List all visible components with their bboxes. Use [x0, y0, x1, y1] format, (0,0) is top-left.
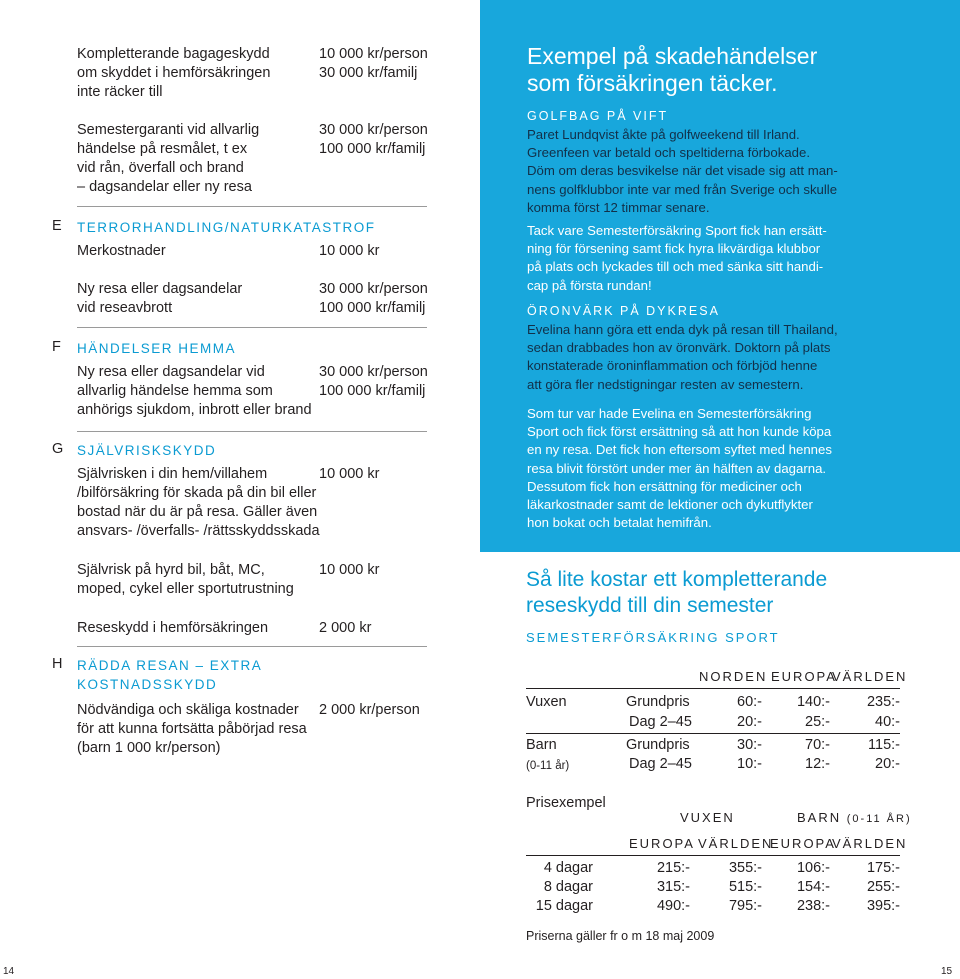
page-number-left: 14 — [3, 966, 15, 977]
price-cell: 10:- — [737, 756, 762, 772]
price-cell: 20:- — [737, 714, 762, 730]
example-panel — [480, 0, 960, 552]
section-letter-e: E — [52, 218, 62, 234]
ny-resa-e-label: Ny resa eller dagsandelar vid reseavbrott — [77, 281, 243, 316]
price-cell: 60:- — [737, 694, 762, 710]
price-cell: 30:- — [737, 737, 762, 753]
example-heading-golfbag: GOLFBAG PÅ VIFT — [527, 109, 669, 123]
section-letter-f: F — [52, 339, 61, 355]
price-cell: 40:- — [875, 714, 900, 730]
sjalvrisk-hem-label: Självrisken i din hem/villahem /bilförsäkring för skada på din bil eller bostad när du är på resa. Gäller även ansvars- /överfalls- /rättsskyddsskada — [77, 466, 320, 539]
sjalvrisk-hyrd-value: 10 000 kr — [319, 562, 380, 578]
price-cell: 215:- — [656, 860, 690, 876]
sjalvrisk-hyrd-label: Självrisk på hyrd bil, båt, MC, moped, cykel eller sportutrustning — [77, 562, 294, 597]
col-header-europa: EUROPA — [771, 669, 837, 684]
reseskydd-hem-value: 2 000 kr — [319, 620, 372, 636]
group-header-barn: BARN (0-11 ÅR) — [797, 810, 912, 825]
section-heading-f: HÄNDELSER HEMMA — [77, 341, 237, 356]
price-cell: 255:- — [866, 879, 900, 895]
price-cell: 12:- — [805, 756, 830, 772]
section-heading-e: TERRORHANDLING/NATURKATASTROF — [77, 220, 376, 235]
sjalvrisk-hem-value: 10 000 kr — [319, 466, 380, 482]
col-header-varlden: VÄRLDEN — [832, 669, 908, 684]
price-cell: 175:- — [866, 860, 900, 876]
price-cell: 140:- — [796, 694, 830, 710]
col-header-varlden: VÄRLDEN — [698, 836, 774, 851]
section-heading-h: RÄDDA RESAN – EXTRA KOSTNADSSKYDD — [77, 658, 263, 692]
example-heading-oronvark: ÖRONVÄRK PÅ DYKRESA — [527, 304, 720, 318]
merkostnader-label: Merkostnader — [77, 243, 166, 259]
divider — [77, 206, 427, 207]
oronvark-outcome: Som tur var hade Evelina en Semesterförsäkring Sport och fick först ersättning så att hon kunde köpa en ny resa. Det fick hon eftersom syftet med hennes resa blivit förstört under mer än hälften av dagarna. Dessutom fick hon ersättning för mediciner och läkarkostnader samt de lektioner och dykutflykter hon bokat och betalat hemifrån. — [527, 406, 832, 531]
price-cell: 235:- — [866, 694, 900, 710]
row-label-barn-age: (0-11 år) — [526, 760, 570, 772]
semestergaranti-values: 30 000 kr/person 100 000 kr/familj — [319, 122, 428, 157]
golfbag-outcome: Tack vare Semesterförsäkring Sport fick han ersätt- ning för försening samt fick hyra likvärdiga klubbor på plats och lyckades till och med sänka sitt handi- cap på första rundan! — [527, 223, 827, 293]
section-letter-g: G — [52, 441, 64, 457]
price-cell: 490:- — [656, 898, 690, 914]
radda-resan-value: 2 000 kr/person — [319, 702, 420, 718]
price-cell: 25:- — [805, 714, 830, 730]
reseskydd-hem-label: Reseskydd i hemförsäkringen — [77, 620, 269, 636]
group-header-vuxen: VUXEN — [680, 810, 735, 825]
price-cell: 20:- — [875, 756, 900, 772]
price-cell: 238:- — [796, 898, 830, 914]
price-cell: 795:- — [728, 898, 762, 914]
row-type: Grundpris — [626, 737, 690, 753]
price-cell: 395:- — [866, 898, 900, 914]
table-rule — [526, 855, 900, 856]
pricing-title: Så lite kostar ett kompletterande reseskydd till din semester — [526, 568, 828, 617]
bagage-values: 10 000 kr/person 30 000 kr/familj — [319, 46, 428, 81]
col-header-norden: NORDEN — [699, 669, 768, 684]
divider — [77, 431, 427, 432]
table-rule — [526, 688, 900, 689]
col-header-europa: EUROPA — [770, 836, 836, 851]
price-cell: 115:- — [868, 737, 900, 753]
price-cell: 355:- — [728, 860, 762, 876]
row-type: Grundpris — [626, 694, 690, 710]
row-label: 4 dagar — [543, 860, 593, 876]
row-type: Dag 2–45 — [629, 714, 692, 730]
price-cell: 70:- — [805, 737, 830, 753]
row-label-barn: Barn — [526, 737, 557, 753]
panel-title: Exempel på skadehändelser som försäkringen täcker. — [527, 43, 818, 96]
oronvark-story: Evelina hann göra ett enda dyk på resan till Thailand, sedan drabbades hon av öronvärk. Doktorn på plats konstaterade öroninflammation och förbjöd henne att göra fler nedstigningar resten av semestern. — [527, 322, 838, 392]
price-cell: 315:- — [656, 879, 690, 895]
radda-resan-label: Nödvändiga och skäliga kostnader för att kunna fortsätta påbörjad resa (barn 1 000 kr/person) — [77, 702, 307, 756]
col-header-europa: EUROPA — [629, 836, 695, 851]
divider — [77, 646, 427, 647]
table-rule — [526, 733, 900, 734]
merkostnader-value: 10 000 kr — [319, 243, 380, 259]
price-cell: 154:- — [796, 879, 830, 895]
page-number-right: 15 — [941, 966, 953, 977]
divider — [77, 327, 427, 328]
golfbag-story: Paret Lundqvist åkte på golfweekend till Irland. Greenfeen var betald och speltiderna förbokade. Döm om deras besvikelse när det visade sig att man- nens golfklubbor inte var med från Sverige och skulle komma först 12 timmar senare. — [527, 127, 838, 215]
row-label-vuxen: Vuxen — [526, 694, 567, 710]
col-header-varlden: VÄRLDEN — [832, 836, 908, 851]
prisexempel-label: Prisexempel — [526, 795, 606, 811]
pricing-subtitle: SEMESTERFÖRSÄKRING SPORT — [526, 630, 780, 645]
ny-resa-e-values: 30 000 kr/person 100 000 kr/familj — [319, 281, 428, 316]
section-heading-g: SJÄLVRISKSKYDD — [77, 443, 217, 458]
bagage-label: Kompletterande bagageskydd om skyddet i hemförsäkringen inte räcker till — [77, 46, 271, 100]
price-footnote: Priserna gäller fr o m 18 maj 2009 — [526, 929, 715, 943]
handelser-hemma-values: 30 000 kr/person 100 000 kr/familj — [319, 364, 428, 399]
section-letter-h: H — [52, 656, 63, 672]
row-label: 15 dagar — [535, 898, 593, 914]
price-cell: 515:- — [728, 879, 762, 895]
price-cell: 106:- — [796, 860, 830, 876]
row-type: Dag 2–45 — [629, 756, 692, 772]
row-label: 8 dagar — [543, 879, 593, 895]
handelser-hemma-label: Ny resa eller dagsandelar vid allvarlig händelse hemma som anhörigs sjukdom, inbrott eller brand — [77, 364, 312, 418]
semestergaranti-label: Semestergaranti vid allvarlig händelse på resmålet, t ex vid rån, överfall och brand – dagsandelar eller ny resa — [77, 122, 260, 195]
